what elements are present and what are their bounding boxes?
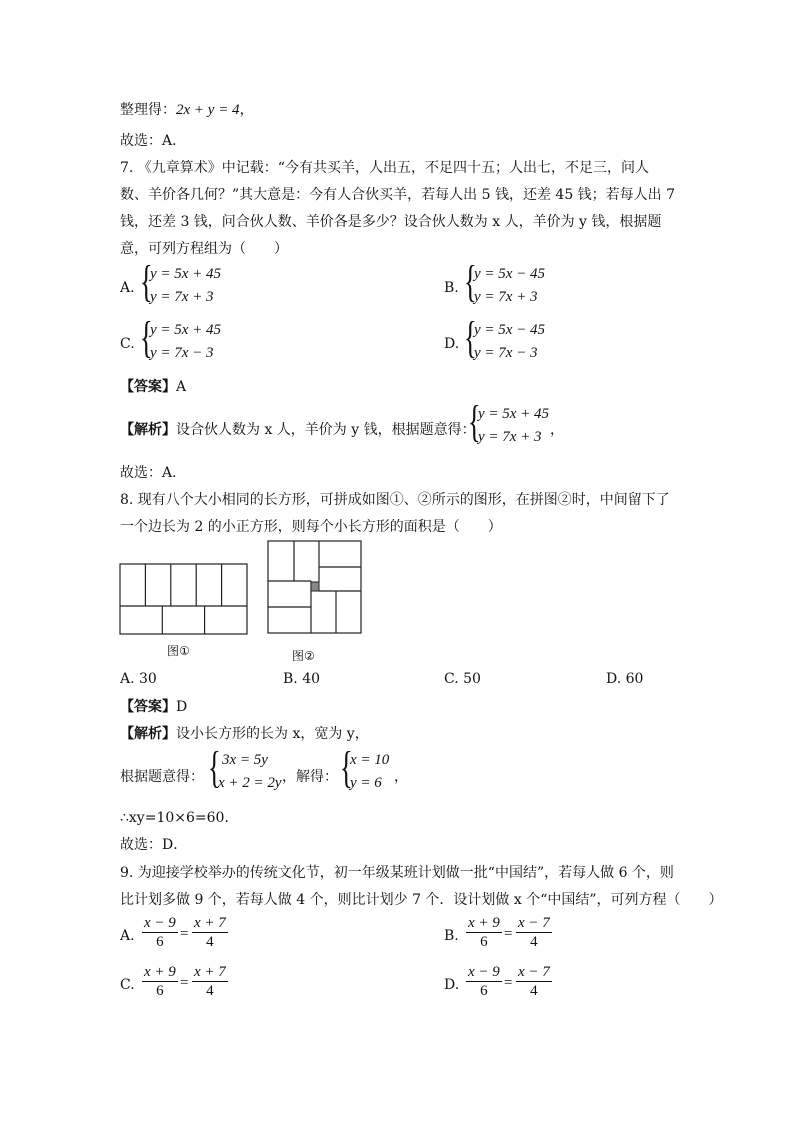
brace-icon: {: [140, 313, 153, 362]
answer-value: A: [176, 379, 187, 395]
equation: y = 5x − 45: [474, 322, 546, 338]
analysis-text: 设小长方形的长为 x，宽为 y，: [176, 726, 369, 742]
q8-option-b: B. 40: [283, 671, 321, 687]
numerator: x − 9: [144, 915, 176, 931]
q9-option-d-frac-right: [516, 963, 552, 1000]
q7-line-4: 意，可列方程组为（ ）: [120, 241, 288, 257]
figure-1: [118, 562, 250, 636]
q7-line-1: 7. 《九章算术》中记载：“今有共买羊，人出五，不足四十五；人出七，不足三，问人: [120, 160, 649, 176]
q8-analysis: [120, 723, 369, 743]
figure-2-center-square: [311, 582, 319, 591]
equation: y = 7x + 3: [478, 429, 542, 445]
figure-2: [266, 539, 364, 636]
answer-value: D: [176, 699, 188, 715]
brace-icon: {: [468, 397, 481, 446]
q7-option-d-label: D.: [444, 336, 460, 352]
denominator: 4: [206, 983, 214, 999]
equation: y = 5x + 45: [478, 406, 550, 422]
q7-option-a-label: A.: [120, 280, 135, 296]
brace-icon: {: [208, 743, 221, 792]
brace-icon: {: [464, 257, 477, 306]
q9-option-a-frac-left: [142, 914, 178, 951]
q7-answer: [120, 376, 186, 396]
numerator: x − 7: [518, 964, 550, 980]
brace-icon: {: [340, 743, 353, 792]
numerator: x + 9: [468, 915, 500, 931]
q9-option-d-label: D.: [444, 977, 460, 993]
numerator: x − 7: [518, 915, 550, 931]
numerator: x + 9: [144, 964, 176, 980]
equation: x + 2 = 2y: [218, 775, 282, 791]
q8-option-c: C. 50: [444, 671, 481, 687]
denominator: 6: [156, 934, 164, 950]
q7-analysis: [120, 419, 476, 439]
equation: y = 5x + 45: [150, 322, 222, 338]
q8-line-1: 8. 现有八个大小相同的长方形，可拼成如图①、②所示的图形，在拼图②时，中间留下了: [120, 492, 670, 508]
equation: y = 5x − 45: [474, 266, 546, 282]
q8-answer: [120, 696, 187, 716]
equation: y = 6: [350, 775, 382, 791]
q7-option-b-label: B.: [444, 280, 459, 296]
q9-option-b-label: B.: [444, 928, 459, 944]
q8-option-d: D. 60: [606, 671, 644, 687]
q7-analysis-end: ，: [550, 422, 564, 438]
figure-2-label: 图②: [292, 649, 315, 663]
brace-icon: {: [464, 313, 477, 362]
q9-line-2: 比计划多做 9 个，若每人做 4 个，则比计划少 7 个．设计划做 x 个“中国结”，可列方程（ ）: [120, 892, 723, 908]
q9-line-1: 9. 为迎接学校举办的传统文化节，初一年级某班计划做一批“中国结”，若每人做 6 个，则: [120, 865, 674, 881]
equation: y = 7x − 3: [474, 345, 538, 361]
tidy-suffix: ，: [239, 102, 254, 118]
analysis-tag: 【解析】: [120, 726, 176, 742]
q9-option-b-frac-left: [466, 914, 502, 951]
equation: y = 7x + 3: [150, 289, 214, 305]
figure-1-outline: [120, 564, 247, 634]
denominator: 6: [480, 934, 488, 950]
q9-option-a-frac-right: [192, 914, 228, 951]
denominator: 4: [206, 934, 214, 950]
analysis-tag: 【解析】: [120, 422, 176, 438]
q8-choose: 故选：D．: [120, 837, 188, 853]
equals-sign: =: [180, 926, 189, 942]
choose-line: 故选：A．: [120, 133, 187, 149]
tidy-equation: 2x + y = 4: [176, 102, 240, 118]
equals-sign: =: [504, 975, 513, 991]
answer-tag: 【答案】: [120, 379, 176, 395]
equals-sign: =: [180, 975, 189, 991]
denominator: 6: [156, 983, 164, 999]
q9-option-c-frac-left: [142, 963, 178, 1000]
answer-tag: 【答案】: [120, 699, 176, 715]
q8-by-title: 根据题意得：: [120, 769, 204, 785]
q9-option-c-frac-right: [192, 963, 228, 1000]
figure-1-label: 图①: [167, 644, 190, 658]
brace-icon: {: [140, 257, 153, 306]
q8-product: ∴xy=10×6=60．: [120, 810, 239, 826]
equation: x = 10: [350, 752, 390, 768]
denominator: 4: [530, 934, 538, 950]
tidy-line: [120, 99, 254, 119]
equation: y = 7x + 3: [474, 289, 538, 305]
q8-line-2: 一个边长为 2 的小正方形，则每个小长方形的面积是（ ）: [120, 519, 502, 535]
q7-option-c-label: C.: [120, 336, 135, 352]
tidy-prefix: 整理得：: [120, 102, 176, 118]
q9-option-a-label: A.: [120, 928, 135, 944]
numerator: x − 9: [468, 964, 500, 980]
denominator: 6: [480, 983, 488, 999]
q8-option-a: A. 30: [120, 671, 157, 687]
analysis-text: 设合伙人数为 x 人，羊价为 y 钱，根据题意得：: [176, 422, 476, 438]
numerator: x + 7: [194, 915, 226, 931]
q9-option-c-label: C.: [120, 977, 135, 993]
q8-solve: ，解得：: [282, 769, 338, 785]
q7-line-3: 钱，还差 3 钱，问合伙人数、羊价各是多少？设合伙人数为 x 人，羊价为 y 钱，根据题: [120, 214, 662, 230]
q7-choose: 故选：A．: [120, 465, 187, 481]
q7-line-2: 数、羊价各几何？”其大意是：今有人合伙买羊，若每人出 5 钱，还差 45 钱；若每人出 7: [120, 187, 676, 203]
numerator: x + 7: [194, 964, 226, 980]
q8-sys-end: ，: [394, 769, 408, 785]
equals-sign: =: [504, 926, 513, 942]
equation: y = 5x + 45: [150, 266, 222, 282]
q9-option-b-frac-right: [516, 914, 552, 951]
equation: y = 7x − 3: [150, 345, 214, 361]
q9-option-d-frac-left: [466, 963, 502, 1000]
denominator: 4: [530, 983, 538, 999]
equation: 3x = 5y: [222, 752, 268, 768]
